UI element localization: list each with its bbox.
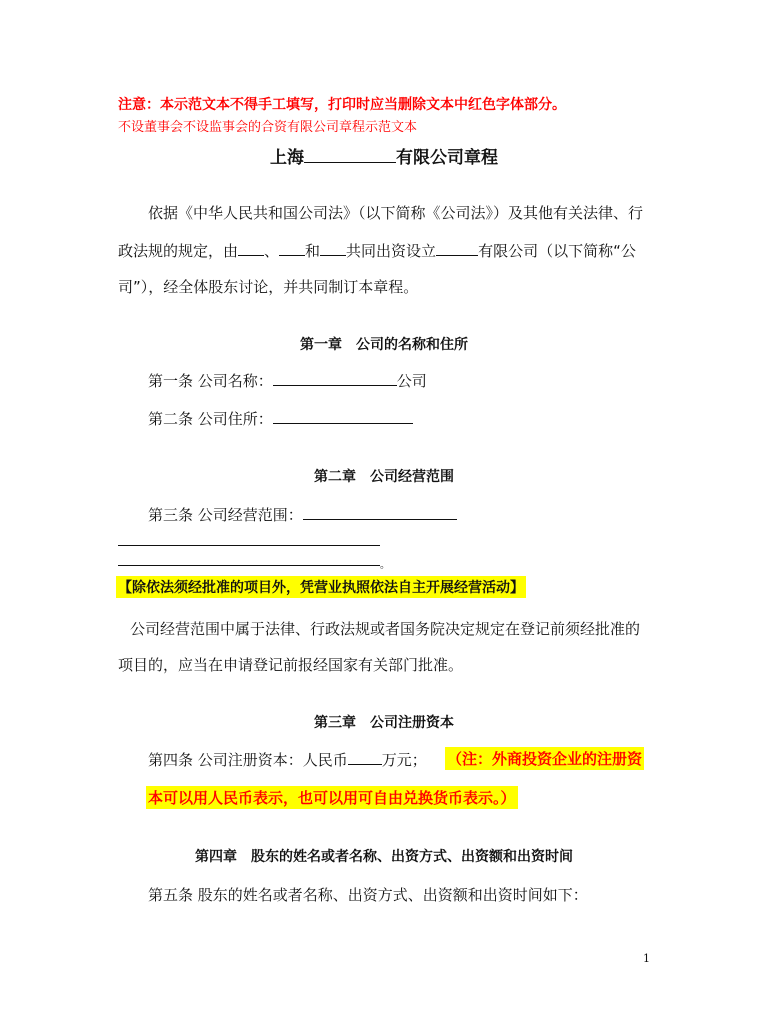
shareholder-blank-3 <box>320 243 346 256</box>
intro-text-d: 共同出资设立 <box>346 242 437 260</box>
intro-line-3: 司”），经全体股东讨论，并共同制订本章程。 <box>118 278 419 296</box>
intro-text-c: 和 <box>305 242 321 260</box>
article-2 <box>148 408 413 429</box>
shareholder-blank-1 <box>238 243 264 256</box>
chapter-2-heading: 第二章 公司经营范围 <box>314 469 454 485</box>
intro-text-b: 、 <box>264 242 280 260</box>
company-name-field <box>273 373 397 386</box>
chapter-4-heading: 第四章 股东的姓名或者名称、出资方式、出资额和出资时间 <box>195 849 573 865</box>
business-scope-highlight: 【除依法须经批准的项目外，凭营业执照依法自主开展经营活动】 <box>116 576 526 598</box>
article-3 <box>148 504 457 525</box>
scope-paragraph-line-1: 公司经营范围中属于法律、行政法规或者国务院决定规定在登记前须经批准的 <box>130 620 641 638</box>
article-1-suffix: 公司 <box>396 372 427 390</box>
capital-note-line-1: （注：外商投资企业的注册资 <box>445 747 644 770</box>
article-3-label: 第三条 公司经营范围： <box>148 506 303 524</box>
intro-line-2 <box>118 240 636 261</box>
intro-text-a: 政法规的规定，由 <box>118 242 239 260</box>
business-scope-field-3 <box>118 565 380 566</box>
intro-line-1: 依据《中华人民共和国公司法》（以下简称《公司法》）及其他有关法律、行 <box>148 204 644 222</box>
article-1 <box>148 370 427 391</box>
registered-capital-field <box>348 752 382 765</box>
article-4-unit: 万元； <box>381 751 427 769</box>
intro-text-e: 有限公司（以下简称“公 <box>478 242 636 260</box>
article-5: 第五条 股东的姓名或者名称、出资方式、出资额和出资时间如下： <box>148 886 588 904</box>
article-4-label: 第四条 公司注册资本：人民币 <box>148 751 348 769</box>
business-scope-field-1 <box>303 507 457 520</box>
capital-note-line-2: 本可以用人民币表示，也可以用可自由兑换货币表示。） <box>146 786 518 809</box>
shareholder-blank-2 <box>279 243 305 256</box>
company-address-field <box>273 411 413 424</box>
page-number: 1 <box>643 952 650 965</box>
chapter-1-heading: 第一章 公司的名称和住所 <box>300 337 468 353</box>
company-name-blank <box>436 243 478 256</box>
article-4 <box>148 749 427 770</box>
business-scope-field-2 <box>118 545 380 546</box>
title-name-blank <box>304 148 396 163</box>
business-scope-end-mark: 。 <box>380 560 390 571</box>
article-1-label: 第一条 公司名称： <box>148 372 273 390</box>
notice-line-2: 不设董事会不设监事会的合资有限公司章程示范文本 <box>118 120 418 135</box>
scope-paragraph-line-2: 项目的，应当在申请登记前报经国家有关部门批准。 <box>118 656 464 674</box>
title-suffix: 有限公司章程 <box>396 148 498 168</box>
chapter-3-heading: 第三章 公司注册资本 <box>314 715 454 731</box>
notice-line-1: 注意：本示范文本不得手工填写，打印时应当删除文本中红色字体部分。 <box>118 97 566 113</box>
article-2-label: 第二条 公司住所： <box>148 410 273 428</box>
document-title <box>0 143 768 168</box>
title-prefix: 上海 <box>270 148 304 168</box>
